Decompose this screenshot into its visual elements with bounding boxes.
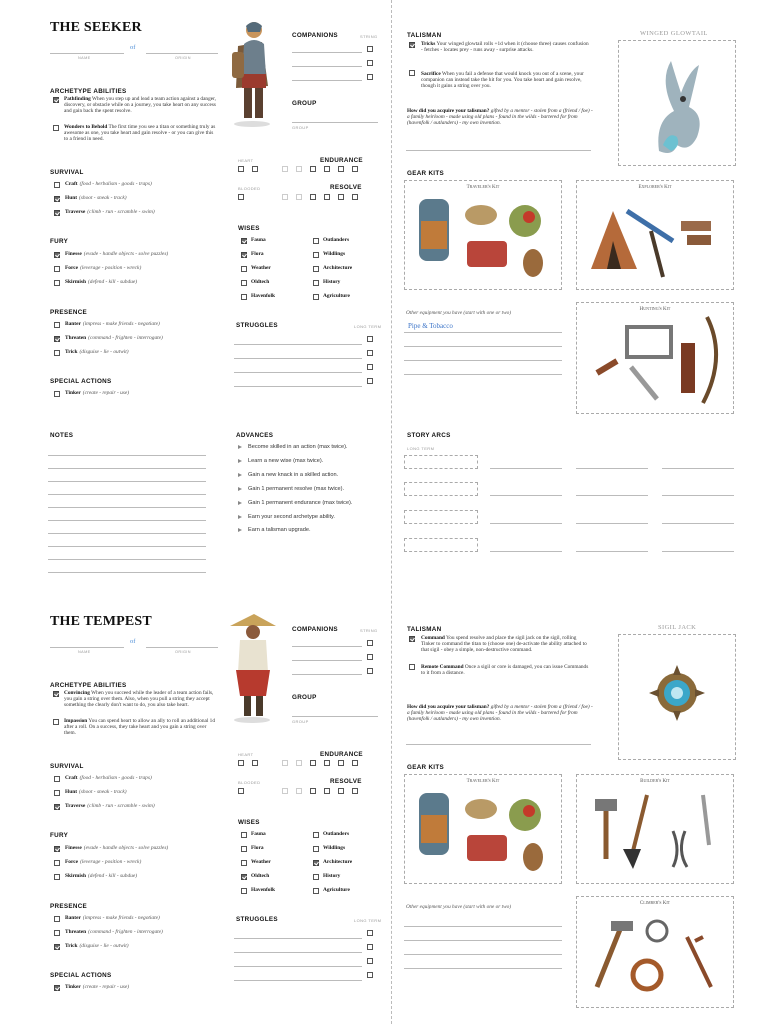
notes-line[interactable] xyxy=(48,507,206,508)
story-arc-box[interactable] xyxy=(404,455,478,469)
wise-checkbox[interactable] xyxy=(313,846,319,852)
companion-line[interactable] xyxy=(292,674,362,675)
wise-havenfolk: Havenfolk xyxy=(251,293,275,299)
action-checkbox[interactable] xyxy=(54,776,60,782)
companions-heading: COMPANIONS xyxy=(292,32,338,39)
other-equipment-label: Other equipment you have (start with one or two) xyxy=(406,310,512,316)
action-traverse: Traverse (climb - run - scramble - swim) xyxy=(65,803,155,809)
heart-checkbox[interactable] xyxy=(238,760,244,766)
wise-flora: Flora xyxy=(251,845,264,851)
sigil-jack-image xyxy=(619,635,735,759)
gear-kits-heading: GEAR KITS xyxy=(407,764,444,771)
struggle-line[interactable] xyxy=(234,952,362,953)
struggle-line[interactable] xyxy=(234,386,362,387)
kit-label: Builder's Kit xyxy=(640,779,670,784)
companions-string-label: STRING xyxy=(360,34,378,39)
struggle-line[interactable] xyxy=(234,344,362,345)
resolve-checkbox[interactable] xyxy=(282,788,288,794)
advance-item: Learn a new wise (max twice). xyxy=(238,458,323,464)
name-label: NAME xyxy=(78,650,91,654)
advance-item: Gain 1 permanent endurance (max twice). xyxy=(238,500,352,506)
travelers-kit xyxy=(404,774,562,884)
kit-label: Traveler's Kit xyxy=(466,185,500,190)
story-arc-line[interactable] xyxy=(576,495,648,496)
resolve-label: RESOLVE xyxy=(330,184,362,191)
story-arc-box[interactable] xyxy=(404,510,478,524)
wise-checkbox[interactable] xyxy=(241,238,247,244)
origin-line[interactable] xyxy=(146,53,218,54)
wises-heading: WISES xyxy=(238,819,260,826)
equipment-line[interactable] xyxy=(404,968,562,969)
action-checkbox[interactable] xyxy=(54,874,60,880)
equipment-line[interactable] xyxy=(404,374,562,375)
advance-item: Earn your second archetype ability. xyxy=(238,514,335,520)
action-checkbox[interactable] xyxy=(54,860,60,866)
of-label: of xyxy=(130,44,136,51)
companion-checkbox[interactable] xyxy=(367,654,373,660)
of-label: of xyxy=(130,638,136,645)
wise-checkbox[interactable] xyxy=(241,860,247,866)
equipment-value[interactable]: Pipe & Tobacco xyxy=(408,322,453,330)
presence-heading: PRESENCE xyxy=(50,309,88,316)
wise-checkbox[interactable] xyxy=(313,832,319,838)
tempest-portrait xyxy=(222,612,282,724)
action-skirmish: Skirmish (defend - kill - subdue) xyxy=(65,279,138,285)
story-arc-line[interactable] xyxy=(490,523,562,524)
resolve-label: RESOLVE xyxy=(330,778,362,785)
story-arc-line[interactable] xyxy=(490,468,562,469)
struggles-heading: STRUGGLES xyxy=(236,322,278,329)
ability-checkbox[interactable] xyxy=(53,691,59,697)
archetype-heading: ARCHETYPE ABILITIES xyxy=(50,88,127,95)
resolve-checkbox[interactable] xyxy=(282,194,288,200)
companions-string-label: STRING xyxy=(360,628,378,633)
action-checkbox[interactable] xyxy=(54,280,60,286)
notes-heading: NOTES xyxy=(50,432,74,439)
wise-weather: Weather xyxy=(251,859,271,865)
wise-oldtech: Oldtech xyxy=(251,279,270,285)
wise-flora: Flora xyxy=(251,251,264,257)
advance-item: Gain 1 permanent resolve (max twice). xyxy=(238,486,344,492)
ability-text: Pathfinding When you step up and lead a team action against a danger, discovery, or obstacle while on a journey, you take heart on any success and gain back the spent resolve. xyxy=(64,96,216,115)
companion-checkbox[interactable] xyxy=(367,46,373,52)
builders-kit-image xyxy=(577,775,733,883)
explorers-kit xyxy=(576,180,734,290)
ability-checkbox[interactable] xyxy=(53,719,59,725)
talisman-name: WINGED GLOWTAIL xyxy=(640,30,708,37)
wise-outlanders: Outlanders xyxy=(323,831,350,837)
companion-line[interactable] xyxy=(292,66,362,67)
companion-line[interactable] xyxy=(292,80,362,81)
talisman-checkbox[interactable] xyxy=(409,664,415,670)
survival-heading: SURVIVAL xyxy=(50,763,84,770)
group-label: GROUP xyxy=(292,125,309,130)
wise-checkbox[interactable] xyxy=(313,280,319,286)
wise-checkbox[interactable] xyxy=(241,832,247,838)
equipment-line[interactable] xyxy=(404,926,562,927)
struggle-line[interactable] xyxy=(234,938,362,939)
name-line[interactable] xyxy=(50,53,124,54)
story-arc-line[interactable] xyxy=(576,468,648,469)
notes-line[interactable] xyxy=(48,494,206,495)
story-arc-line[interactable] xyxy=(662,551,734,552)
notes-line[interactable] xyxy=(48,468,206,469)
action-trick: Trick (disguise - lie - outwit) xyxy=(65,349,129,355)
action-banter: Banter (impress - make friends - negotiate) xyxy=(65,321,160,327)
equipment-line[interactable] xyxy=(404,954,562,955)
notes-line[interactable] xyxy=(48,520,206,521)
resolve-checkbox[interactable] xyxy=(338,194,344,200)
resolve-checkbox[interactable] xyxy=(352,788,358,794)
notes-line[interactable] xyxy=(48,533,206,534)
kit-label: Climber's Kit xyxy=(639,901,671,906)
wise-agriculture: Agriculture xyxy=(323,293,350,299)
struggles-longterm-label: LONG TERM xyxy=(354,918,382,923)
companion-checkbox[interactable] xyxy=(367,74,373,80)
action-checkbox[interactable] xyxy=(54,266,60,272)
struggles-longterm-label: LONG TERM xyxy=(354,324,382,329)
wise-checkbox[interactable] xyxy=(313,294,319,300)
wise-fauna: Fauna xyxy=(251,237,266,243)
talisman-ability: Command You spend resolve and place the sigil jack on the sigil, rolling Tinker to command the titan to (choose one) de-activate the ability attached to that sigil - obey a simple, non-destructive command. xyxy=(421,635,587,654)
wise-checkbox[interactable] xyxy=(313,266,319,272)
resolve-checkbox[interactable] xyxy=(352,194,358,200)
struggle-checkbox[interactable] xyxy=(367,378,373,384)
struggle-checkbox[interactable] xyxy=(367,336,373,342)
action-finesse: Finesse (evade - handle objects - solve puzzles) xyxy=(65,845,169,851)
action-checkbox[interactable] xyxy=(54,944,60,950)
sheet-title: THE SEEKER xyxy=(50,20,142,35)
action-checkbox[interactable] xyxy=(54,804,60,810)
endurance-checkbox[interactable] xyxy=(324,760,330,766)
story-arc-line[interactable] xyxy=(576,523,648,524)
talisman-name: SIGIL JACK xyxy=(658,624,697,631)
wise-checkbox[interactable] xyxy=(241,252,247,258)
ability-text: Wonders to Behold The first time you see a titan or something truly as awesome as one, you take heart and gain resolve - or you can give this to a friend in need. xyxy=(64,124,216,143)
struggles-heading: STRUGGLES xyxy=(236,916,278,923)
action-finesse: Finesse (evade - handle objects - solve puzzles) xyxy=(65,251,169,257)
advance-item: Earn a talisman upgrade. xyxy=(238,527,311,533)
heart-checkbox[interactable] xyxy=(238,166,244,172)
action-checkbox[interactable] xyxy=(54,210,60,216)
group-line[interactable] xyxy=(292,122,378,123)
story-arc-line[interactable] xyxy=(662,468,734,469)
acquire-line[interactable] xyxy=(406,744,591,745)
equipment-line[interactable] xyxy=(404,332,562,333)
struggle-checkbox[interactable] xyxy=(367,930,373,936)
action-checkbox[interactable] xyxy=(54,930,60,936)
wise-checkbox[interactable] xyxy=(313,860,319,866)
action-tinker: Tinker (create - repair - use) xyxy=(65,390,130,396)
wise-checkbox[interactable] xyxy=(241,888,247,894)
ability-checkbox[interactable] xyxy=(53,97,59,103)
blooded-label: BLOODED xyxy=(238,186,261,191)
resolve-checkbox[interactable] xyxy=(310,788,316,794)
wise-checkbox[interactable] xyxy=(241,266,247,272)
notes-line[interactable] xyxy=(48,559,206,560)
heart-checkbox[interactable] xyxy=(252,166,258,172)
companion-line[interactable] xyxy=(292,52,362,53)
travelers-kit-image xyxy=(405,775,561,883)
action-checkbox[interactable] xyxy=(54,252,60,258)
action-craft: Craft (food - herbalism - goods - traps) xyxy=(65,181,152,187)
wise-checkbox[interactable] xyxy=(313,874,319,880)
action-banter: Banter (impress - make friends - negotiate) xyxy=(65,915,160,921)
name-label: NAME xyxy=(78,56,91,60)
talisman-checkbox[interactable] xyxy=(409,42,415,48)
sheet-title: THE TEMPEST xyxy=(50,614,152,629)
wise-wildlings: Wildlings xyxy=(323,845,346,851)
action-traverse: Traverse (climb - run - scramble - swim) xyxy=(65,209,155,215)
action-checkbox[interactable] xyxy=(54,790,60,796)
endurance-label: ENDURANCE xyxy=(320,157,363,164)
struggle-checkbox[interactable] xyxy=(367,364,373,370)
struggle-line[interactable] xyxy=(234,372,362,373)
other-equipment-label: Other equipment you have (start with one or two) xyxy=(406,904,512,910)
companion-checkbox[interactable] xyxy=(367,668,373,674)
origin-label: ORIGIN xyxy=(175,56,191,60)
climbers-kit xyxy=(576,896,734,1008)
action-checkbox[interactable] xyxy=(54,196,60,202)
fury-heading: FURY xyxy=(50,238,69,245)
action-craft: Craft (food - herbalism - goods - traps) xyxy=(65,775,152,781)
endurance-label: ENDURANCE xyxy=(320,751,363,758)
story-arc-line[interactable] xyxy=(662,523,734,524)
story-arc-line[interactable] xyxy=(490,495,562,496)
action-checkbox[interactable] xyxy=(54,985,60,991)
action-checkbox[interactable] xyxy=(54,391,60,397)
travelers-kit-image xyxy=(405,181,561,289)
hunting-kit xyxy=(576,302,734,414)
wise-fauna: Fauna xyxy=(251,831,266,837)
talisman-checkbox[interactable] xyxy=(409,636,415,642)
resolve-checkbox[interactable] xyxy=(324,194,330,200)
endurance-checkbox[interactable] xyxy=(324,166,330,172)
story-arcs-heading: STORY ARCS xyxy=(407,432,451,439)
blooded-checkbox[interactable] xyxy=(238,194,244,200)
action-checkbox[interactable] xyxy=(54,182,60,188)
survival-heading: SURVIVAL xyxy=(50,169,84,176)
resolve-checkbox[interactable] xyxy=(310,194,316,200)
wise-checkbox[interactable] xyxy=(241,846,247,852)
ability-text: Convincing When you succeed while the leader of a team action fails, you gain a string over them. Also, when you pull a string they accept something the clearly don't want to do, you also take heart. xyxy=(64,690,214,709)
name-line[interactable] xyxy=(50,647,124,648)
wise-history: History xyxy=(323,873,341,879)
talisman-ability: Remote Command Once a sigil or core is damaged, you can issue Commands to it from a distance. xyxy=(421,664,589,677)
gear-kits-heading: GEAR KITS xyxy=(407,170,444,177)
kit-label: Explorer's Kit xyxy=(638,185,672,190)
companions-heading: COMPANIONS xyxy=(292,626,338,633)
notes-line[interactable] xyxy=(48,481,206,482)
wises-heading: WISES xyxy=(238,225,260,232)
action-checkbox[interactable] xyxy=(54,846,60,852)
wise-architecture: Architecture xyxy=(323,859,353,865)
equipment-line[interactable] xyxy=(404,360,562,361)
notes-line[interactable] xyxy=(48,455,206,456)
origin-label: ORIGIN xyxy=(175,650,191,654)
struggle-line[interactable] xyxy=(234,358,362,359)
group-heading: GROUP xyxy=(292,100,317,107)
wise-outlanders: Outlanders xyxy=(323,237,350,243)
talisman-acquire: How did you acquire your talisman? gifted by a mentor - stolen from a (friend / foe) - a family heirloom - made using old plans - found in the wilds - bartered for from (havenfolk / outlanders) - my own invention. xyxy=(407,704,593,723)
endurance-checkbox[interactable] xyxy=(338,166,344,172)
endurance-checkbox[interactable] xyxy=(352,166,358,172)
talisman-heading: TALISMAN xyxy=(407,32,442,39)
builders-kit xyxy=(576,774,734,884)
action-checkbox[interactable] xyxy=(54,350,60,356)
kit-label: Traveler's Kit xyxy=(466,779,500,784)
wise-architecture: Architecture xyxy=(323,265,353,271)
wise-history: History xyxy=(323,279,341,285)
talisman-ability: Tricks Your winged glowtail rolls +1d when it (choose three) causes confusion - fetches - locates prey - runs away - surprise attacks. xyxy=(421,41,589,54)
companion-checkbox[interactable] xyxy=(367,640,373,646)
group-label: GROUP xyxy=(292,719,309,724)
wise-checkbox[interactable] xyxy=(241,280,247,286)
story-arc-line[interactable] xyxy=(490,551,562,552)
group-line[interactable] xyxy=(292,716,378,717)
blooded-checkbox[interactable] xyxy=(238,788,244,794)
talisman-ability: Sacrifice When you fail a defense that would knock you out of a scene, your companion can instead take the hit for you. You take heart and gain resolve, though it gains a string over you. xyxy=(421,71,584,90)
struggle-checkbox[interactable] xyxy=(367,972,373,978)
companion-checkbox[interactable] xyxy=(367,60,373,66)
companion-line[interactable] xyxy=(292,660,362,661)
struggle-checkbox[interactable] xyxy=(367,958,373,964)
resolve-checkbox[interactable] xyxy=(324,788,330,794)
wise-checkbox[interactable] xyxy=(313,238,319,244)
heart-checkbox[interactable] xyxy=(296,760,302,766)
action-tinker: Tinker (create - repair - use) xyxy=(65,984,130,990)
wise-weather: Weather xyxy=(251,265,271,271)
ability-checkbox[interactable] xyxy=(53,125,59,131)
archetype-heading: ARCHETYPE ABILITIES xyxy=(50,682,127,689)
companion-line[interactable] xyxy=(292,646,362,647)
equipment-line[interactable] xyxy=(404,346,562,347)
story-arc-line[interactable] xyxy=(576,551,648,552)
heart-label: HEART xyxy=(238,752,254,757)
notes-line[interactable] xyxy=(48,546,206,547)
action-hunt: Hunt (shoot - sneak - track) xyxy=(65,195,127,201)
wise-havenfolk: Havenfolk xyxy=(251,887,275,893)
origin-line[interactable] xyxy=(146,647,218,648)
resolve-checkbox[interactable] xyxy=(338,788,344,794)
talisman-checkbox[interactable] xyxy=(409,70,415,76)
action-threaten: Threaten (command - frighten - interrogate) xyxy=(65,929,163,935)
fury-heading: FURY xyxy=(50,832,69,839)
hunting-kit-image xyxy=(577,303,733,413)
endurance-checkbox[interactable] xyxy=(310,166,316,172)
wise-wildlings: Wildlings xyxy=(323,251,346,257)
action-force: Force (leverage - position - wreck) xyxy=(65,859,142,865)
story-arc-line[interactable] xyxy=(662,495,734,496)
seeker-portrait xyxy=(222,16,278,128)
struggle-checkbox[interactable] xyxy=(367,944,373,950)
talisman-image-frame xyxy=(618,40,736,166)
group-heading: GROUP xyxy=(292,694,317,701)
struggle-checkbox[interactable] xyxy=(367,350,373,356)
advance-item: Gain a new knack in a skilled action. xyxy=(238,472,338,478)
story-arcs-longterm-label: LONG TERM xyxy=(407,446,435,451)
tempest-sheet xyxy=(0,594,768,1024)
winged-glowtail-image xyxy=(619,41,735,165)
wise-checkbox[interactable] xyxy=(313,888,319,894)
special-heading: SPECIAL ACTIONS xyxy=(50,972,112,979)
advances-heading: ADVANCES xyxy=(236,432,274,439)
action-force: Force (leverage - position - wreck) xyxy=(65,265,142,271)
action-skirmish: Skirmish (defend - kill - subdue) xyxy=(65,873,138,879)
talisman-acquire: How did you acquire your talisman? gifted by a mentor - stolen from a (friend / foe) - a family heirloom - made using old plans - found in the wilds - bartered for from (havenfolk / outlanders) - my own invention. xyxy=(407,108,593,127)
struggle-line[interactable] xyxy=(234,966,362,967)
talisman-image-frame xyxy=(618,634,736,760)
equipment-line[interactable] xyxy=(404,940,562,941)
notes-line[interactable] xyxy=(48,572,206,573)
acquire-line[interactable] xyxy=(406,150,591,151)
blooded-label: BLOODED xyxy=(238,780,261,785)
action-checkbox[interactable] xyxy=(54,336,60,342)
wise-checkbox[interactable] xyxy=(241,874,247,880)
resolve-checkbox[interactable] xyxy=(296,194,302,200)
travelers-kit xyxy=(404,180,562,290)
action-threaten: Threaten (command - frighten - interrogate) xyxy=(65,335,163,341)
action-checkbox[interactable] xyxy=(54,916,60,922)
heart-checkbox[interactable] xyxy=(282,760,288,766)
kit-label: Hunting's Kit xyxy=(639,307,671,312)
story-arc-box[interactable] xyxy=(404,482,478,496)
resolve-checkbox[interactable] xyxy=(296,788,302,794)
endurance-checkbox[interactable] xyxy=(310,760,316,766)
advance-item: Become skilled in an action (max twice). xyxy=(238,444,347,450)
action-hunt: Hunt (shoot - sneak - track) xyxy=(65,789,127,795)
action-checkbox[interactable] xyxy=(54,322,60,328)
action-trick: Trick (disguise - lie - outwit) xyxy=(65,943,129,949)
presence-heading: PRESENCE xyxy=(50,903,88,910)
endurance-checkbox[interactable] xyxy=(352,760,358,766)
wise-agriculture: Agriculture xyxy=(323,887,350,893)
ability-text: Impassion You can spend heart to allow an ally to roll an additional 1d after a roll. On a success, they take heart and you gain a string over them. xyxy=(64,718,215,737)
wise-checkbox[interactable] xyxy=(241,294,247,300)
special-heading: SPECIAL ACTIONS xyxy=(50,378,112,385)
heart-checkbox[interactable] xyxy=(252,760,258,766)
wise-checkbox[interactable] xyxy=(313,252,319,258)
story-arc-box[interactable] xyxy=(404,538,478,552)
talisman-heading: TALISMAN xyxy=(407,626,442,633)
struggle-line[interactable] xyxy=(234,980,362,981)
climbers-kit-image xyxy=(577,897,733,1007)
wise-oldtech: Oldtech xyxy=(251,873,270,879)
heart-checkbox[interactable] xyxy=(296,166,302,172)
heart-checkbox[interactable] xyxy=(282,166,288,172)
explorers-kit-image xyxy=(577,181,733,289)
heart-label: HEART xyxy=(238,158,254,163)
endurance-checkbox[interactable] xyxy=(338,760,344,766)
